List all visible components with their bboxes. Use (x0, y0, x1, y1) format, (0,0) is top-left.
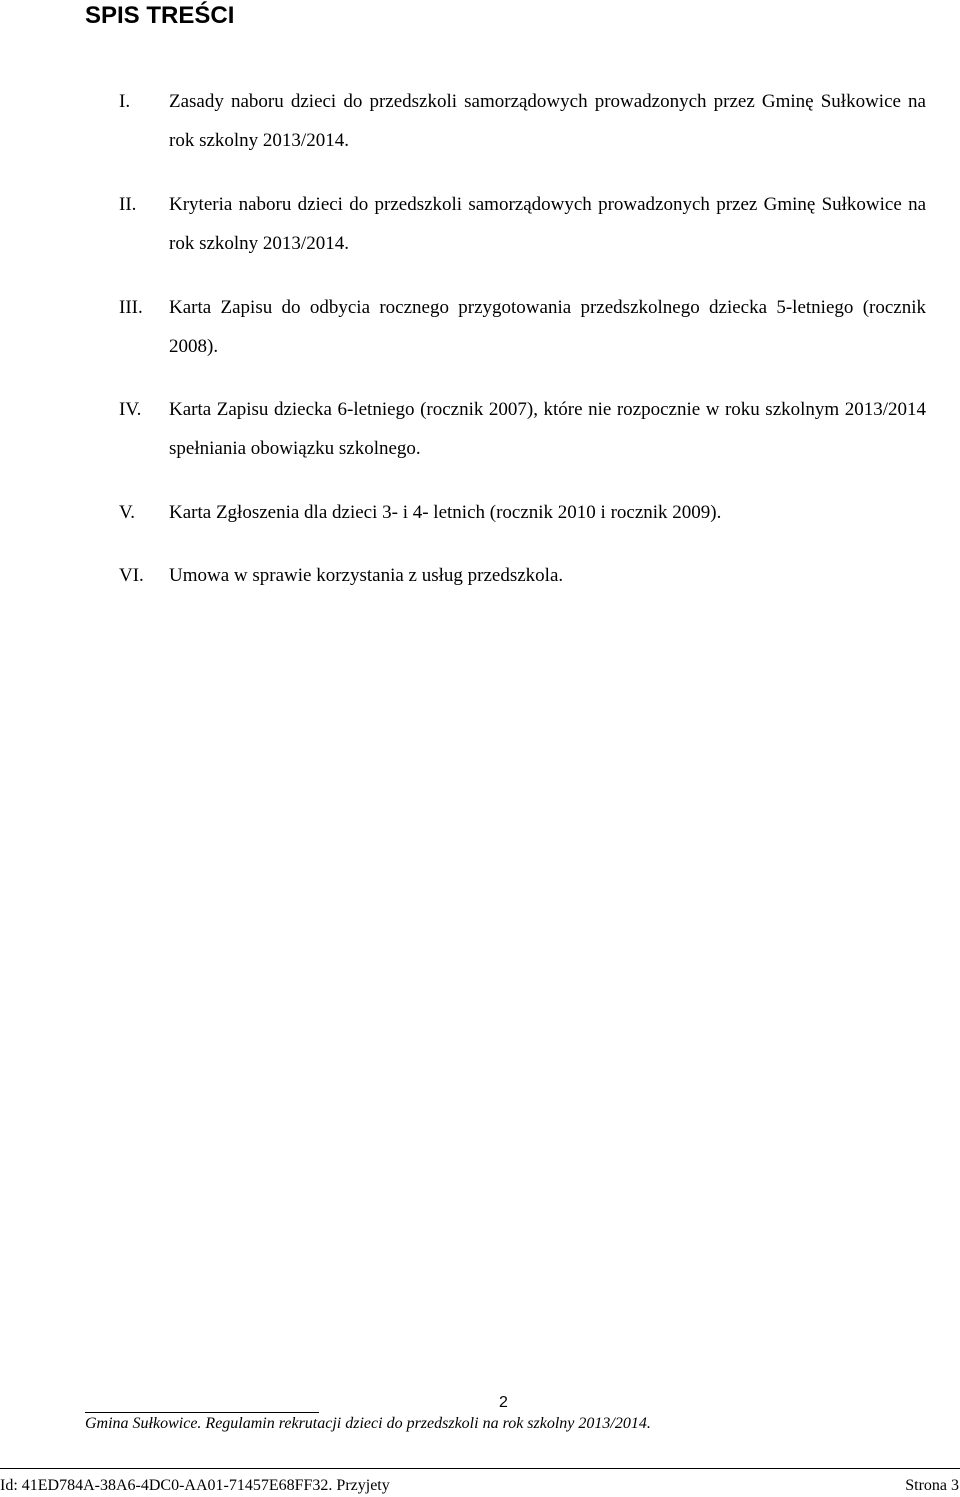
toc-item-3 (119, 289, 926, 366)
toc-item-1 (119, 83, 926, 160)
toc-item-number: V. (119, 502, 136, 523)
toc-item-text: Karta Zgłoszenia dla dzieci 3- i 4- letnich (rocznik 2010 i rocznik 2009). (169, 502, 722, 523)
document-id: Id: 41ED784A-38A6-4DC0-AA01-71457E68FF32. Przyjety (0, 1477, 390, 1494)
toc-item-number: VI. (119, 565, 144, 586)
toc-item-text: Kryteria naboru dzieci do przedszkoli samorządowych prowadzonych przez Gminę Sułkowice na rok szkolny 2013/2014. (169, 194, 926, 254)
toc-item-text: Karta Zapisu do odbycia rocznego przygotowania przedszkolnego dziecka 5-letniego (rocznik 2008). (169, 297, 926, 357)
toc-item-6 (119, 557, 926, 596)
toc-item-5 (119, 494, 926, 533)
toc-item-number: II. (119, 194, 137, 215)
toc-item-number: IV. (119, 399, 142, 420)
toc-item-number: III. (119, 297, 143, 318)
page-number: 2 (499, 1394, 508, 1411)
toc-item-text: Karta Zapisu dziecka 6-letniego (rocznik 2007), które nie rozpocznie w roku szkolnym 2013/2014 spełniania obowiązku szkolnego. (169, 399, 926, 459)
page-title: SPIS TREŚCI (85, 2, 235, 29)
toc-item-text: Umowa w sprawie korzystania z usług przedszkola. (169, 565, 564, 586)
bottom-divider (0, 1468, 960, 1469)
toc-item-text: Zasady naboru dzieci do przedszkoli samorządowych prowadzonych przez Gminę Sułkowice na rok szkolny 2013/2014. (169, 91, 926, 151)
toc-item-number: I. (119, 91, 131, 112)
toc-item-2 (119, 186, 926, 263)
toc-item-4 (119, 391, 926, 468)
document-page-label: Strona 3 (905, 1477, 959, 1494)
footer-note: Gmina Sułkowice. Regulamin rekrutacji dzieci do przedszkoli na rok szkolny 2013/2014. (85, 1415, 651, 1432)
